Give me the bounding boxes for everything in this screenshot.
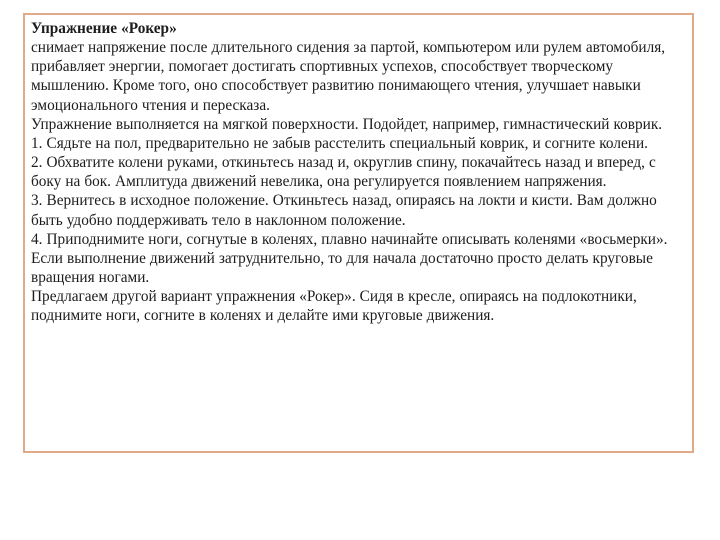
text-box xyxy=(23,13,694,453)
intro-paragraph: снимает напряжение после длительного сидения за партой, компьютером или рулем автомобиля, прибавляет энергии, помогает достигать спортивных успехов, способствует творческому мышлению. Кроме того, оно способствует развитию понимающего чтения, улучшает навыки эмоционального чтения и пересказа. xyxy=(31,39,666,114)
step-4: 4. Приподнимите ноги, согнутые в коленях, плавно начинайте описывать коленями «восьмерки». Если выполнение движений затруднительно, то для начала достаточно просто делать круговые вращения ногами. xyxy=(31,230,668,287)
alternative-paragraph: Предлагаем другой вариант упражнения «Рокер». Сидя в кресле, опираясь на подлокотники, поднимите ноги, согните в коленях и делайте ими круговые движения. xyxy=(31,288,637,325)
document-title: Упражнение «Рокер» xyxy=(31,20,177,37)
step-1: 1. Сядьте на пол, предварительно не забыв расстелить специальный коврик, и согните колени. xyxy=(31,134,648,152)
step-3: 3. Вернитесь в исходное положение. Откиньтесь назад, опираясь на локти и кисти. Вам должно быть удобно поддерживать тело в наклонном положение. xyxy=(31,192,657,229)
document-body xyxy=(31,19,686,326)
surface-paragraph: Упражнение выполняется на мягкой поверхности. Подойдет, например, гимнастический коврик. xyxy=(31,115,663,133)
step-2: 2. Обхватите колени руками, откиньтесь назад и, округлив спину, покачайтесь назад и вперед, с боку на бок. Амплитуда движений невелика, она регулируется появлением напряжения. xyxy=(31,154,656,191)
